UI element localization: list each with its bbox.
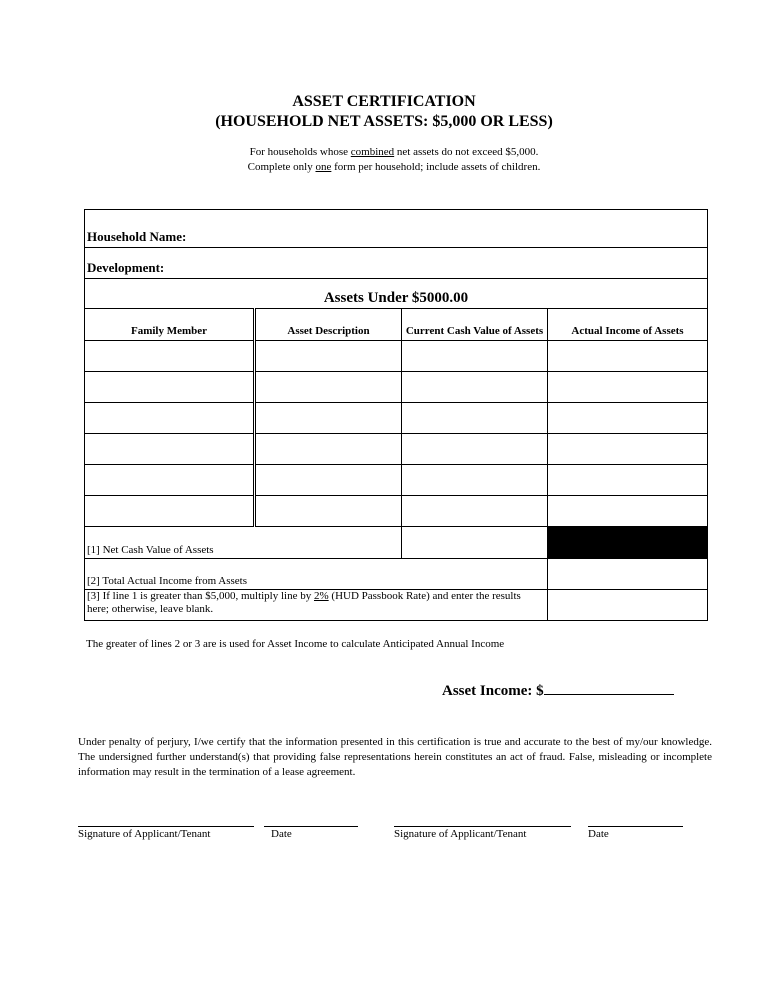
table-row — [85, 434, 708, 465]
family-member-cell[interactable] — [85, 465, 255, 496]
household-name-label: Household Name: — [87, 229, 187, 244]
asset-description-cell[interactable] — [255, 372, 402, 403]
cash-value-cell[interactable] — [402, 496, 548, 527]
signature-line-2[interactable] — [394, 826, 571, 827]
development-label: Development: — [87, 260, 165, 275]
col-header-cash-value: Current Cash Value of Assets — [402, 309, 548, 341]
form-subtitle: (HOUSEHOLD NET ASSETS: $5,000 OR LESS) — [215, 113, 553, 130]
cash-value-cell[interactable] — [402, 403, 548, 434]
actual-income-cell[interactable] — [548, 496, 708, 527]
actual-income-cell[interactable] — [548, 465, 708, 496]
certification-text: Under penalty of perjury, I/we certify that the information presented in this certification is true and accurate to the best of my/our knowledge. The undersigned further understand(s) that providing false representations herein constitutes an act of fraud. False, misleading or incomplete information may result in the termination of a lease agreement. — [78, 736, 712, 778]
net-cash-value-input[interactable] — [402, 527, 548, 559]
actual-income-cell[interactable] — [548, 434, 708, 465]
line-2-label: [2] Total Actual Income from Assets — [85, 559, 548, 590]
table-row — [85, 496, 708, 527]
col-header-actual-income: Actual Income of Assets — [548, 309, 708, 341]
form-title: ASSET CERTIFICATION — [292, 93, 476, 110]
family-member-cell[interactable] — [85, 496, 255, 527]
col-header-asset-description: Asset Description — [255, 309, 402, 341]
cash-value-cell[interactable] — [402, 465, 548, 496]
date-line-1[interactable] — [264, 826, 358, 827]
line-3-label: [3] If line 1 is greater than $5,000, multiply line by 2% (HUD Passbook Rate) and enter the results here; otherwise, leave blank. — [85, 590, 548, 621]
family-member-cell[interactable] — [85, 372, 255, 403]
actual-income-cell[interactable] — [548, 403, 708, 434]
total-income-input[interactable] — [548, 559, 708, 590]
family-member-cell[interactable] — [85, 341, 255, 372]
actual-income-cell[interactable] — [548, 341, 708, 372]
date-label-2: Date — [588, 828, 609, 840]
asset-description-cell[interactable] — [255, 434, 402, 465]
household-name-field[interactable] — [85, 210, 708, 248]
passbook-income-input[interactable] — [548, 590, 708, 621]
intro-line-1: For households whose combined net assets do not exceed $5,000. — [249, 146, 539, 158]
actual-income-cell[interactable] — [548, 372, 708, 403]
asset-income-label: Asset Income: $ — [442, 683, 544, 699]
development-field[interactable] — [85, 248, 708, 279]
blacked-out-cell — [548, 527, 708, 559]
col-header-family-member: Family Member — [85, 309, 255, 341]
asset-form-table — [84, 209, 708, 621]
line-1-label: [1] Net Cash Value of Assets — [85, 527, 402, 559]
asset-description-cell[interactable] — [255, 465, 402, 496]
table-row — [85, 403, 708, 434]
cash-value-cell[interactable] — [402, 372, 548, 403]
date-label-1: Date — [271, 828, 292, 840]
signature-label-2: Signature of Applicant/Tenant — [394, 828, 527, 840]
asset-description-cell[interactable] — [255, 341, 402, 372]
table-row — [85, 465, 708, 496]
asset-income-line — [442, 680, 674, 700]
family-member-cell[interactable] — [85, 403, 255, 434]
asset-description-cell[interactable] — [255, 403, 402, 434]
table-row — [85, 372, 708, 403]
intro-line-2: Complete only one form per household; include assets of children. — [247, 161, 541, 173]
asset-description-cell[interactable] — [255, 496, 402, 527]
asset-income-blank[interactable] — [544, 680, 674, 695]
section-title: Assets Under $5000.00 — [85, 279, 708, 309]
signature-line-1[interactable] — [78, 826, 254, 827]
cash-value-cell[interactable] — [402, 341, 548, 372]
cash-value-cell[interactable] — [402, 434, 548, 465]
signature-label-1: Signature of Applicant/Tenant — [78, 828, 211, 840]
family-member-cell[interactable] — [85, 434, 255, 465]
date-line-2[interactable] — [588, 826, 683, 827]
asset-income-note: The greater of lines 2 or 3 are is used for Asset Income to calculate Anticipated Annual Income — [86, 638, 505, 650]
table-row — [85, 341, 708, 372]
